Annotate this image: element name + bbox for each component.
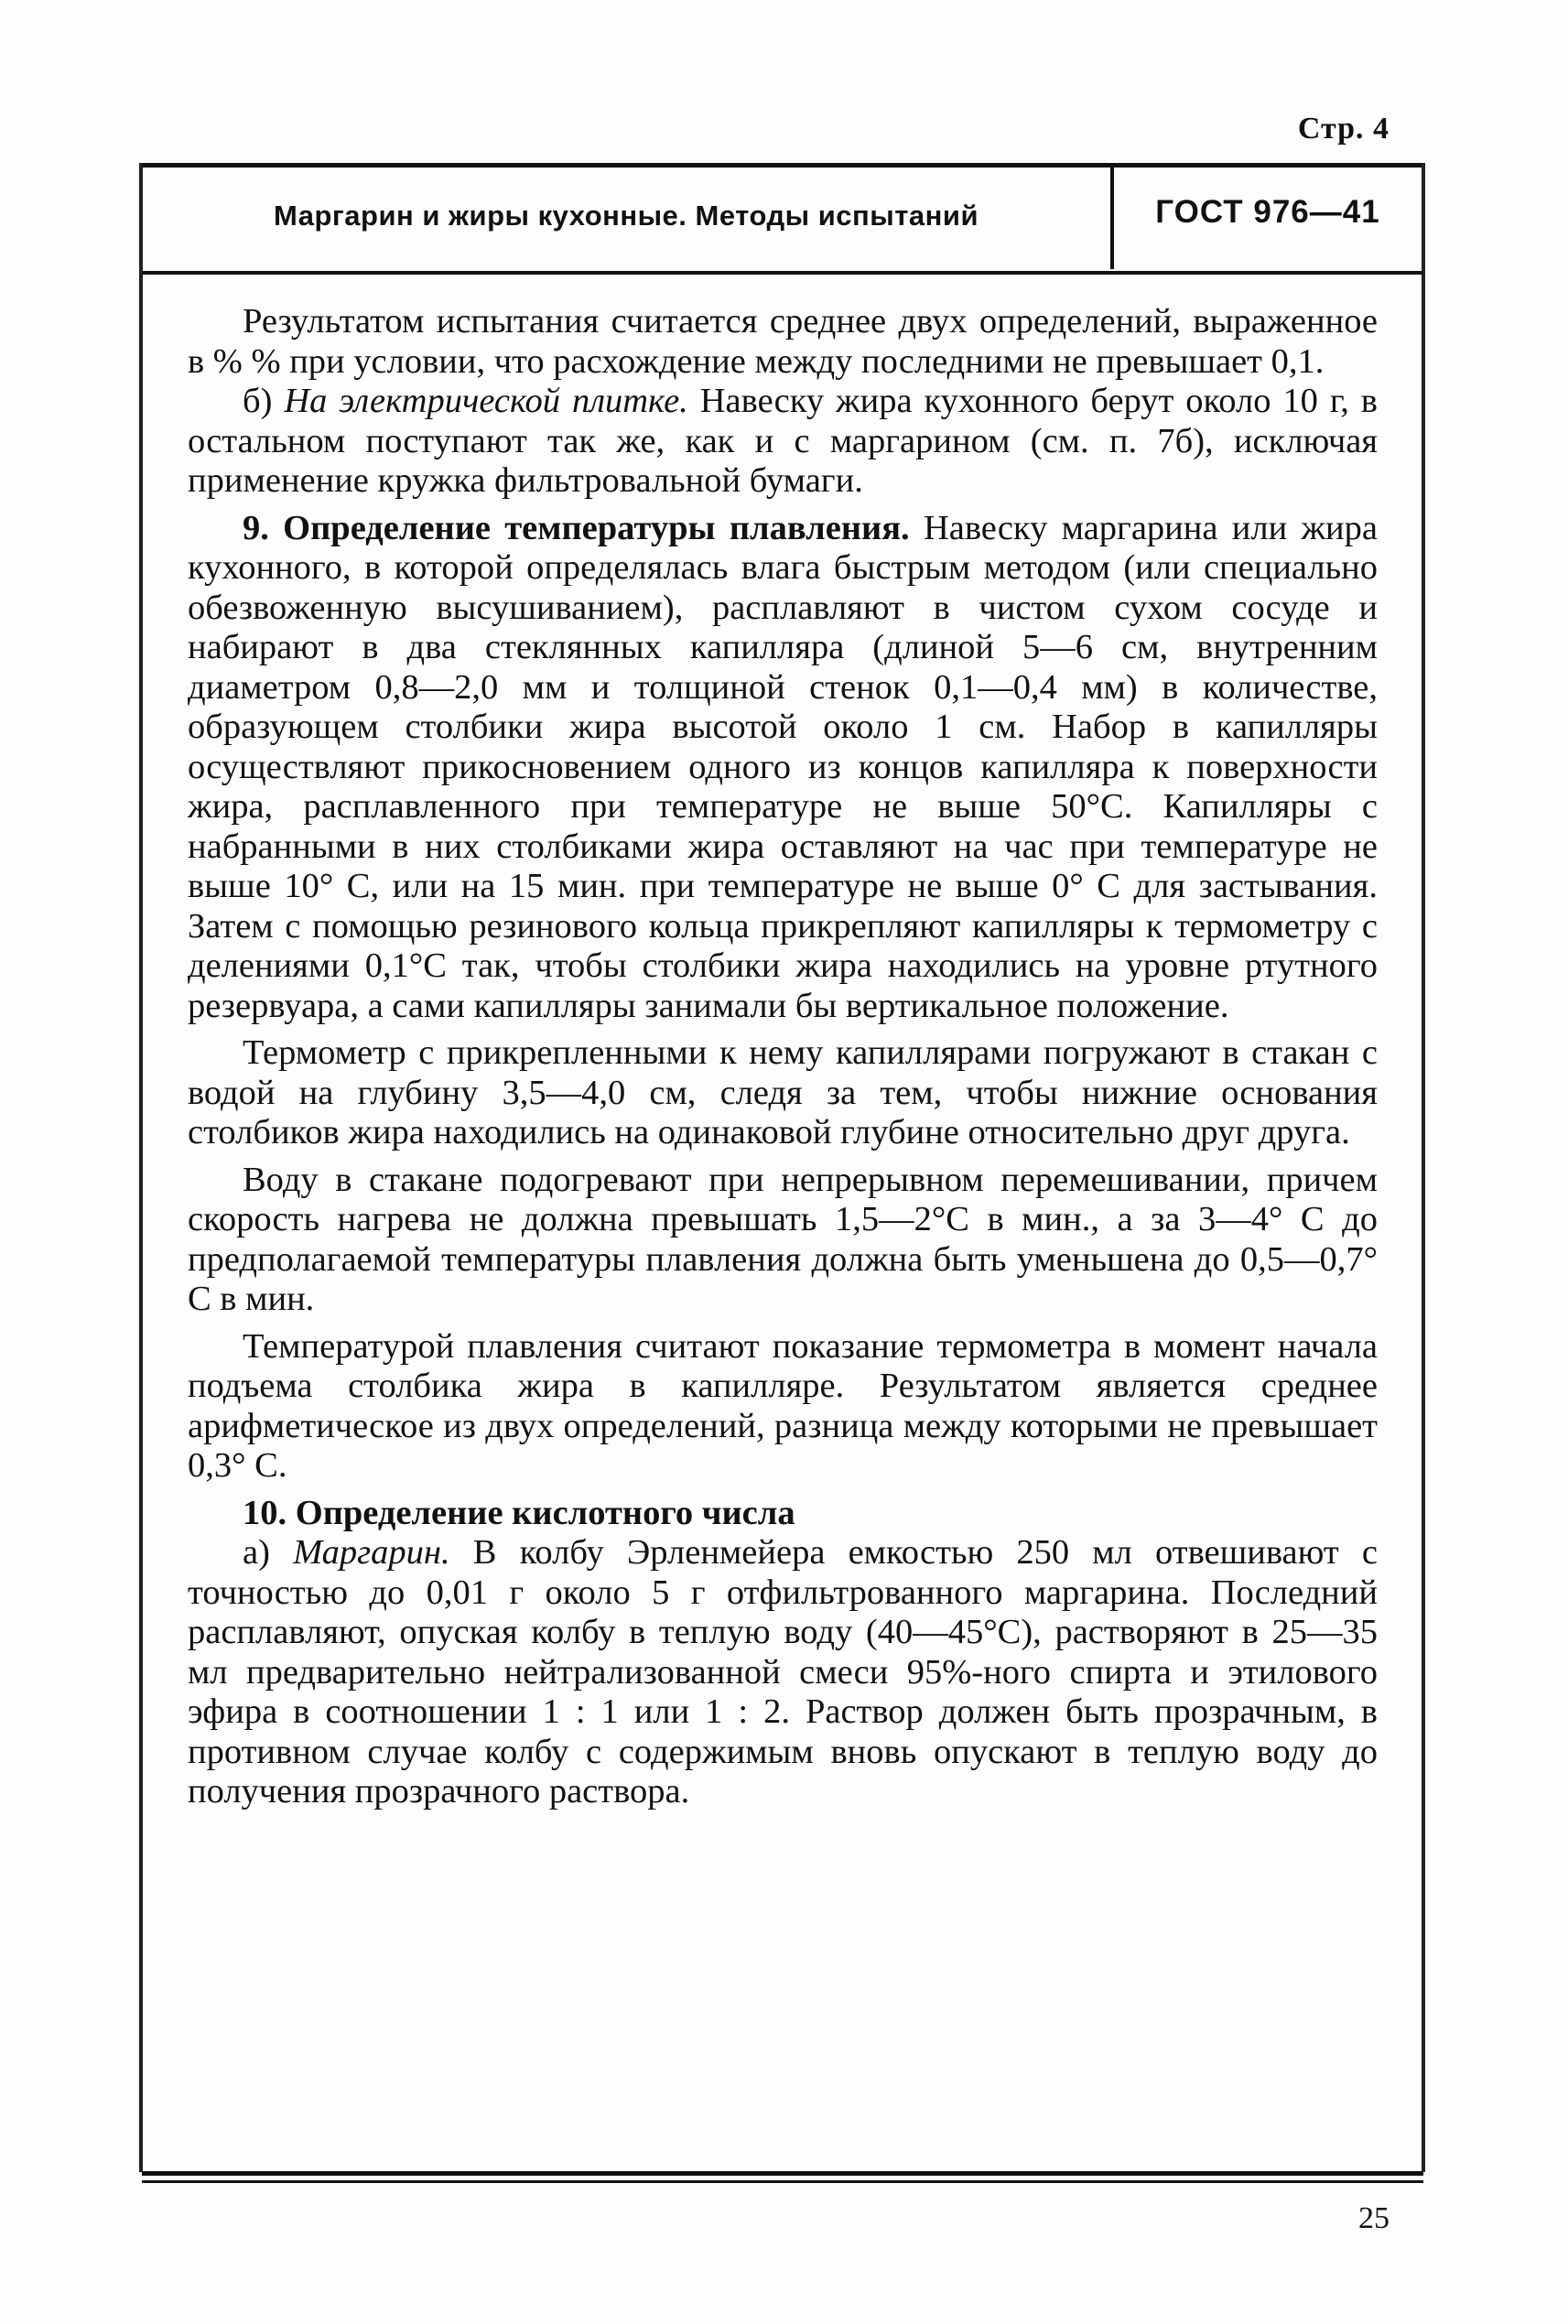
item-label: а) [243,1533,294,1572]
frame-top-rule [142,163,1423,168]
item-title: На электрической плитке. [284,382,688,420]
paragraph-result: Результатом испытания считается среднее двух определений, выраженное в % % при условии, что расхождение между последними не превышает 0,1. [188,302,1378,381]
body-text [188,302,1378,1812]
paragraph-melting-point [188,509,1378,1027]
frame-left-rule [139,163,143,2172]
paragraph-margarine [188,1533,1378,1812]
frame-right-rule [1422,163,1425,2172]
paragraph-electric-plate [188,382,1378,502]
item-label: б) [243,382,285,420]
item-text: Навеску жира кухонного берут около 10 г, в остальном поступают так же, как и с маргарином (см. п. 7б), исключая применение кружка фильтровальной бумаги. [188,382,1378,500]
header-title: Маргарин и жиры кухонные. Методы испытаний [274,200,979,232]
paragraph-thermometer: Термометр с прикрепленными к нему капиллярами погружают в стакан с водой на глубину 3,5—4,0 см, следя за тем, чтобы нижние основания столбиков жира находились на одинаковой глубине относительно друг друга. [188,1033,1378,1151]
section-text: Навеску маргарина или жира кухонного, в которой определялась влага быстрым методом (или специально обезвоженную высушиванием), расплавляют в чистом сухом сосуде и набирают в два стеклянных капилляра (длиной 5—6 см, внутренним диаметром 0,8—2,0 мм и толщиной стенок 0,1—0,4 мм) в количестве, образующем столбики жира высотой около 1 см. Набор в капилляры осуществляют прикосновением одного из концов капилляра к поверхности жира, расплавленного при температуре не выше 50°С. Капилляры с набранными в них столбиками жира оставляют на час при температуре не выше 10° С, или на 15 мин. при температуре не выше 0° С для застывания. Затем с помощью резинового кольца прикрепляют капилляры к термометру с делениями 0,1°С так, чтобы столбики жира находились на уровне ртутного резервуара, а сами капилляры занимали бы вертикальное положение. [188,508,1378,1025]
item-title: Маргарин. [293,1533,450,1572]
footer-rule [142,2171,1423,2176]
item-text: В колбу Эрленмейера емкостью 250 мл отвешивают с точностью до 0,01 г около 5 г отфильтрованного маргарина. Последний расплавляют, опуская колбу в теплую воду (40—45°С), растворяют в 25—35 мл предварительно нейтрализованной смеси 95%-ного спирта и этилового эфира в соотношении 1 : 1 или 1 : 2. Раствор должен быть прозрачным, в противном случае колбу с содержимым вновь опускают в теплую воду до получения прозрачного раствора. [188,1533,1378,1811]
footer-rule-thin [142,2180,1423,2183]
section-heading-acid-number: 10. Определение кислотного числа [243,1493,795,1532]
page-label: Стр. 4 [1297,112,1390,146]
paragraph-melting-temperature: Температурой плавления считают показание термометра в момент начала подъема столбика жира в капилляре. Результатом является среднее арифметическое из двух определений, разница между которыми не превышает 0,3° С. [188,1326,1378,1485]
header-gost-number: ГОСТ 976—41 [1155,194,1380,230]
page-number: 25 [1358,2201,1390,2235]
paragraph-heating: Воду в стакане подогревают при непрерывном перемешивании, причем скорость нагрева не должна превышать 1,5—2°С в мин., а за 3—4° С до предполагаемой температуры плавления должна быть уменьшена до 0,5—0,7° С в мин. [188,1160,1378,1318]
header-bottom-rule [142,271,1423,275]
section-heading: 9. Определение температуры плавления. [243,508,910,547]
